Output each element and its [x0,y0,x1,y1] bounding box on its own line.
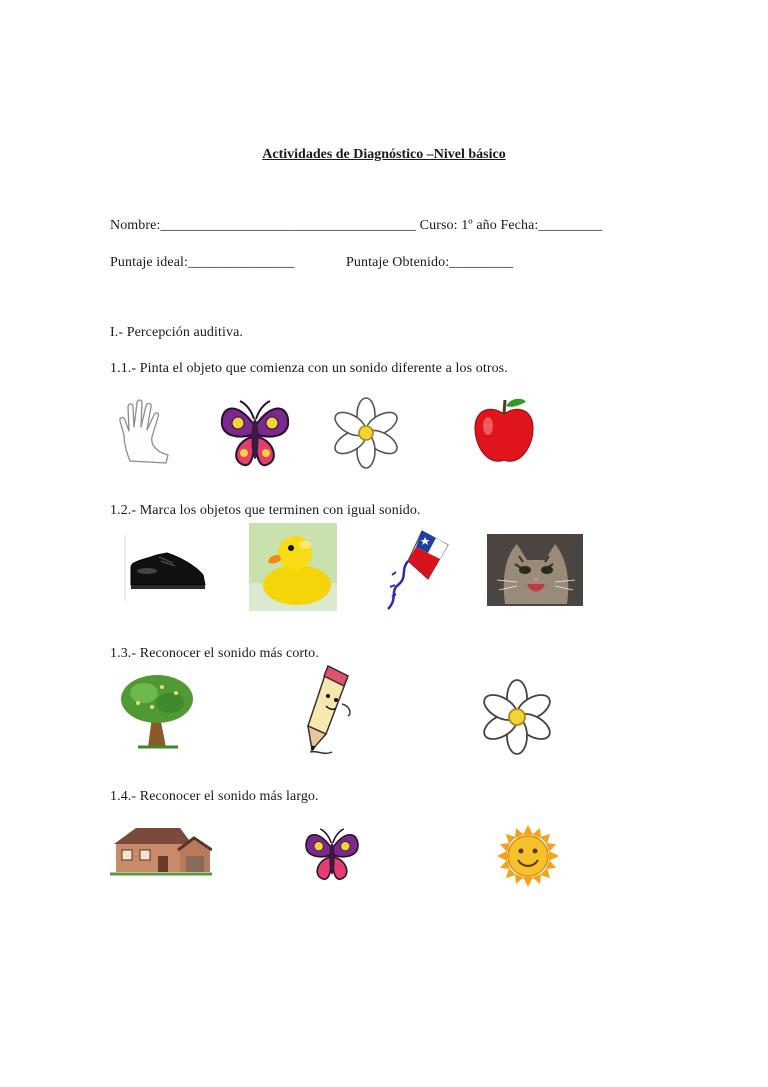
shoe-picture [123,533,209,603]
tree-picture [118,673,196,751]
nombre-curso-fecha-line: Nombre:____________________________________ Curso: 1º año Fecha:_________ [110,218,603,233]
instruction-1-4: 1.4.- Reconocer el sonido más largo. [110,789,319,804]
instruction-1-1: 1.1.- Pinta el objeto que comienza con un sonido diferente a los otros. [110,361,508,376]
instruction-1-3: 1.3.- Reconocer el sonido más corto. [110,646,319,661]
sun-picture [496,824,560,888]
butterfly-picture-2 [303,824,361,884]
page-title: Actividades de Diagnóstico –Nivel básico [262,147,506,162]
apple-picture [472,394,536,466]
hand-picture [116,397,174,465]
puntaje-ideal-line: Puntaje ideal:_______________ [110,255,295,270]
kite-picture [378,525,452,615]
instruction-1-2: 1.2.- Marca los objetos que terminen con igual sonido. [110,503,421,518]
puntaje-obtenido-line: Puntaje Obtenido:_________ [346,255,514,270]
kitten-picture [487,534,583,606]
pencil-picture [298,660,356,760]
daisy-picture [328,397,404,469]
butterfly-picture [218,395,292,471]
duck-picture [249,523,337,611]
section-heading: I.- Percepción auditiva. [110,325,244,340]
daisy-picture-2 [476,678,558,756]
house-picture [110,826,212,876]
